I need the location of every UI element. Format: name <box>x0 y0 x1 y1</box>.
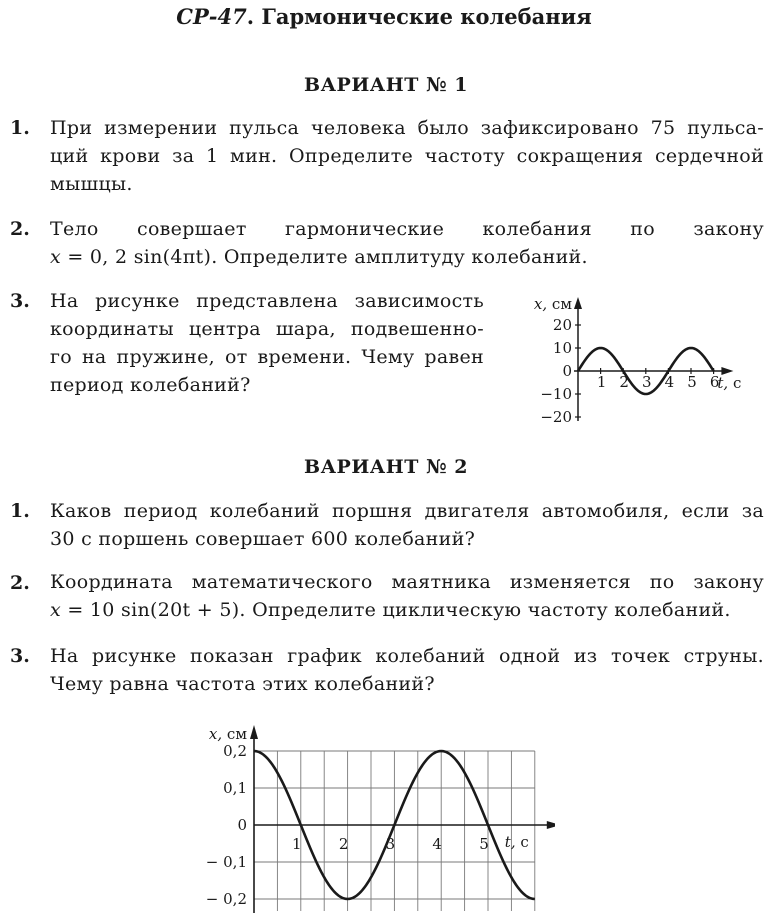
y-tick-label: − 0,1 <box>205 853 247 871</box>
variant-2-heading: ВАРИАНТ № 2 <box>304 456 468 478</box>
y-tick-label: 20 <box>552 316 572 334</box>
y-axis-arrow <box>250 725 258 739</box>
x-axis-label: t, c <box>717 374 742 392</box>
worksheet-name: . Гармонические колебания <box>246 4 592 29</box>
y-tick-label: 0,1 <box>223 779 247 797</box>
v2-q2-text: Координата математического маятника изменяется по закону x = 10 sin(20t + 5). Определите циклическую частоту колебаний. <box>50 571 764 621</box>
y-axis-arrow <box>574 297 582 309</box>
x-tick-label: 1 <box>292 835 302 853</box>
worksheet-code: СР-47 <box>176 4 247 29</box>
y-tick-label: 10 <box>552 339 572 357</box>
y-tick-label: −20 <box>540 408 572 426</box>
v1-q2-number: 2. <box>10 218 30 240</box>
v1-q2-text: Тело совершает гармонические колебания по закону x = 0, 2 sin(4πt). Определите амплитуду колебаний. <box>50 218 764 268</box>
v2-q2-number: 2. <box>10 572 30 594</box>
v2-q3-number: 3. <box>10 645 30 667</box>
y-tick-label: −10 <box>540 385 572 403</box>
chart-2-cosine-graph <box>180 716 555 924</box>
y-axis-label: x, см <box>533 295 572 313</box>
y-tick-label: 0 <box>562 362 572 380</box>
y-tick-label: 0,2 <box>223 742 247 760</box>
v1-q2-formula: x = 0, 2 sin(4πt) <box>50 246 212 268</box>
v1-q3-text: На рисунке представлена зависимость координаты центра шара, подвешенно- го на пружине, от времени. Чему равен период колебаний? <box>50 290 484 396</box>
v1-q1-text: При измерении пульса человека было зафиксировано 75 пульса- ций крови за 1 мин. Определите частоту сокращения сердечной мышцы. <box>50 117 764 195</box>
x-tick-label: 3 <box>642 373 652 391</box>
x-tick-label: 1 <box>596 373 607 391</box>
v2-q2-formula: x = 10 sin(20t + 5) <box>50 599 240 621</box>
x-axis-arrow <box>547 821 555 829</box>
y-tick-label: − 0,2 <box>205 890 247 908</box>
x-tick-label: 3 <box>385 835 396 853</box>
x-tick-label: 4 <box>432 835 442 853</box>
v2-q3-text: На рисунке показан график колебаний одной из точек струны. Чему равна частота этих колебаний? <box>50 645 764 695</box>
x-tick-label: 5 <box>687 373 697 391</box>
x-tick-label: 2 <box>619 373 629 391</box>
x-tick-label: 6 <box>709 373 720 391</box>
v2-q1-number: 1. <box>10 500 30 522</box>
x-tick-label: 5 <box>479 835 489 853</box>
v2-q1-text: Каков период колебаний поршня двигателя автомобиля, если за 30 с поршень совершает 600 колебаний? <box>50 500 764 550</box>
x-tick-label: 2 <box>338 835 349 853</box>
v1-q3-number: 3. <box>10 290 30 312</box>
x-tick-label: 4 <box>664 373 675 391</box>
y-tick-label: 0 <box>237 816 247 834</box>
worksheet-title <box>0 4 768 29</box>
chart-1-sine-graph <box>505 288 768 428</box>
y-axis-label: x, см <box>208 725 247 743</box>
v1-q1-number: 1. <box>10 117 30 139</box>
variant-1-heading: ВАРИАНТ № 1 <box>304 74 468 96</box>
x-axis-label: t, c <box>504 833 529 851</box>
